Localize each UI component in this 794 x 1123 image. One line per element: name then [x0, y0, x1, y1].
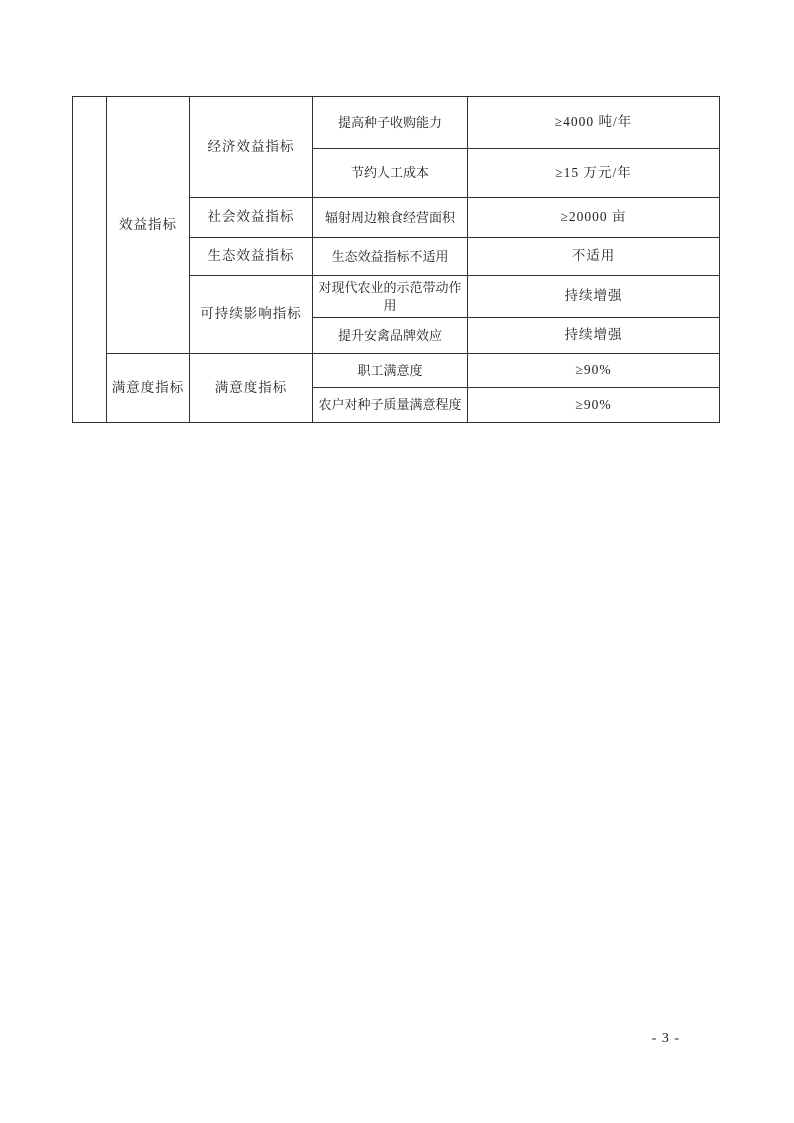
table-cell-category-satisfaction: 满意度指标 [107, 354, 190, 423]
table-cell-value: ≥90% [468, 354, 720, 388]
table-cell-value: ≥90% [468, 388, 720, 423]
table-cell-value: 持续增强 [468, 318, 720, 354]
table-cell-indicator: 提升安禽品牌效应 [313, 318, 468, 354]
table-cell-category-benefit: 效益指标 [107, 97, 190, 354]
table-cell-indicator: 农户对种子质量满意程度 [313, 388, 468, 423]
table-cell-indicator: 生态效益指标不适用 [313, 238, 468, 276]
table-row [73, 97, 720, 149]
table-cell-subcategory-sustainable: 可持续影响指标 [190, 276, 313, 354]
table-cell-subcategory-satisfaction: 满意度指标 [190, 354, 313, 423]
table-cell-subcategory-ecological: 生态效益指标 [190, 238, 313, 276]
table-cell-spacer [73, 97, 107, 423]
table-cell-value: 不适用 [468, 238, 720, 276]
table-cell-indicator: 辐射周边粮食经营面积 [313, 198, 468, 238]
table-cell-value: 持续增强 [468, 276, 720, 318]
table-cell-indicator: 对现代农业的示范带动作用 [313, 276, 468, 318]
table-cell-subcategory-social: 社会效益指标 [190, 198, 313, 238]
performance-indicator-table [72, 96, 720, 423]
table-cell-indicator: 职工满意度 [313, 354, 468, 388]
table-cell-value: ≥20000 亩 [468, 198, 720, 238]
page-number: - 3 - [651, 1031, 680, 1046]
table-cell-value: ≥4000 吨/年 [468, 97, 720, 149]
table-cell-value: ≥15 万元/年 [468, 149, 720, 198]
table-cell-subcategory-economic: 经济效益指标 [190, 97, 313, 198]
table-row [73, 354, 720, 388]
table-cell-indicator: 节约人工成本 [313, 149, 468, 198]
table-cell-indicator: 提高种子收购能力 [313, 97, 468, 149]
